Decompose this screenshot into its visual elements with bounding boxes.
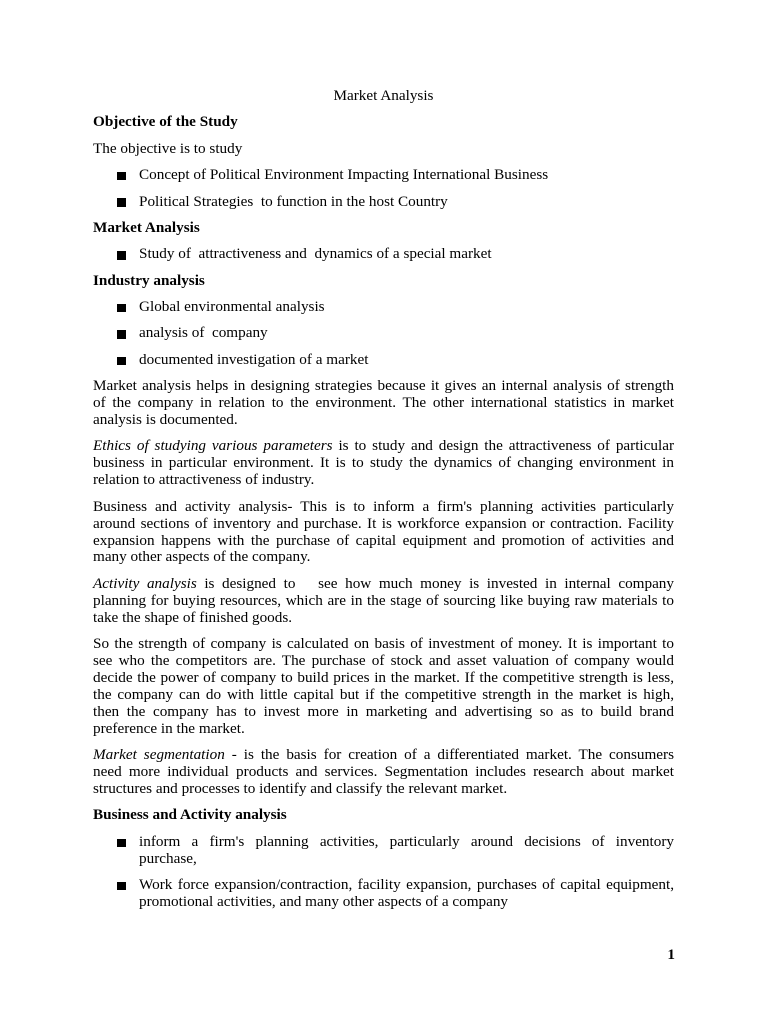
line-text: is to study and design the attractiveness of particular: [338, 437, 675, 455]
bullet-item: [93, 352, 674, 369]
paragraph: [93, 438, 674, 489]
bullet-square-icon: [117, 357, 126, 366]
line-text: - is the basis for creation of a differentiated market. The consumers: [231, 746, 675, 764]
bullet-item: [93, 194, 674, 211]
bullet-item: [93, 325, 674, 342]
bullet-text: analysis of company: [139, 324, 268, 342]
page-number: 1: [667, 946, 675, 963]
paragraph-line: decide the power of company to build prices in the market. If the competitive strength is less,: [93, 668, 674, 686]
paragraph-line: Business and activity analysis- This is to inform a firm's planning activities particularly: [93, 497, 674, 515]
industry-analysis-heading: Industry analysis: [93, 271, 205, 289]
bullet-square-icon: [117, 839, 126, 848]
document-title: Market Analysis: [333, 87, 434, 104]
bullet-text: Study of attractiveness and dynamics of a special market: [139, 245, 492, 263]
paragraph: [93, 576, 674, 627]
bullet-item: [93, 299, 674, 316]
paragraph-line: take the shape of finished goods.: [93, 608, 293, 626]
bullet-item: [93, 246, 674, 263]
bullet-text: promotional activities, and many other aspects of a company: [139, 893, 509, 910]
paragraph-line: preference in the market.: [93, 719, 245, 737]
bullet-square-icon: [117, 198, 126, 207]
bullet-text: documented investigation of a market: [139, 350, 369, 368]
paragraph-line: the company can do with little capital but if the competitive strength in the market is high,: [93, 685, 674, 703]
paragraph-line: Market analysis helps in designing strategies because it gives an internal analysis of strength: [93, 377, 674, 395]
objective-intro-text: The objective is to study: [93, 139, 243, 157]
paragraph-line: of the company in relation to the environment. The other international statistics in market: [93, 394, 674, 412]
paragraph-line: see who the competitors are. The purchase of stock and asset valuation of company would: [93, 652, 674, 669]
bullet-square-icon: [117, 304, 126, 313]
bullet-square-icon: [117, 251, 126, 260]
paragraph: [93, 747, 674, 798]
paragraph-line: analysis is documented.: [93, 411, 238, 428]
bullet-item: [93, 877, 674, 911]
italic-term: Ethics of studying various parameters: [93, 437, 333, 455]
italic-term: Activity analysis: [93, 574, 197, 592]
business-activity-heading: Business and Activity analysis: [93, 806, 287, 824]
bullet-text: Work force expansion/contraction, facility expansion, purchases of capital equipment,: [139, 876, 674, 894]
paragraph-line: [93, 576, 674, 593]
objective-heading: Objective of the Study: [93, 113, 238, 131]
paragraph-line: structures and processes to identify and classify the relevant market.: [93, 780, 508, 797]
paragraph: [93, 636, 674, 738]
paragraph-line: So the strength of company is calculated on basis of investment of money. It is important to: [93, 635, 674, 653]
bullet-text: Global environmental analysis: [139, 298, 325, 315]
bullet-square-icon: [117, 330, 126, 339]
paragraph-line: [93, 747, 674, 764]
paragraph-line: need more individual products and services. Segmentation includes research about market: [93, 763, 674, 781]
bullet-item: [93, 834, 674, 868]
bullet-item: [93, 167, 674, 184]
paragraph-line: many other aspects of the company.: [93, 548, 311, 566]
paragraph-line: planning for buying resources, which are in the stage of sourcing like buying raw materials to: [93, 591, 674, 609]
paragraph-line: business in particular environment. It is to study the dynamics of changing environment in: [93, 454, 674, 472]
paragraph-line: then the company has to invest more in marketing and advertising so as to build brand: [93, 702, 674, 720]
bullet-text: Concept of Political Environment Impacting International Business: [139, 166, 549, 184]
paragraph-line: around sections of inventory and purchase. It is workforce expansion or contraction. Facility: [93, 514, 674, 532]
paragraph-line: relation to attractiveness of industry.: [93, 471, 315, 489]
bullet-text: Political Strategies to function in the host Country: [139, 192, 448, 210]
line-text: is designed to see how much money is invested in internal company: [204, 574, 674, 592]
paragraph: [93, 378, 674, 429]
bullet-square-icon: [117, 172, 126, 181]
bullet-text: purchase,: [139, 849, 197, 867]
paragraph-line: [93, 438, 674, 455]
paragraph-line: expansion happens with the purchase of capital equipment and promotion of activities and: [93, 531, 674, 549]
paragraph: [93, 499, 674, 567]
italic-term: Market segmentation: [93, 746, 225, 764]
document-body: [93, 88, 674, 920]
bullet-square-icon: [117, 882, 126, 891]
market-analysis-heading: Market Analysis: [93, 218, 200, 236]
bullet-text: inform a firm's planning activities, particularly around decisions of inventory: [139, 832, 674, 850]
